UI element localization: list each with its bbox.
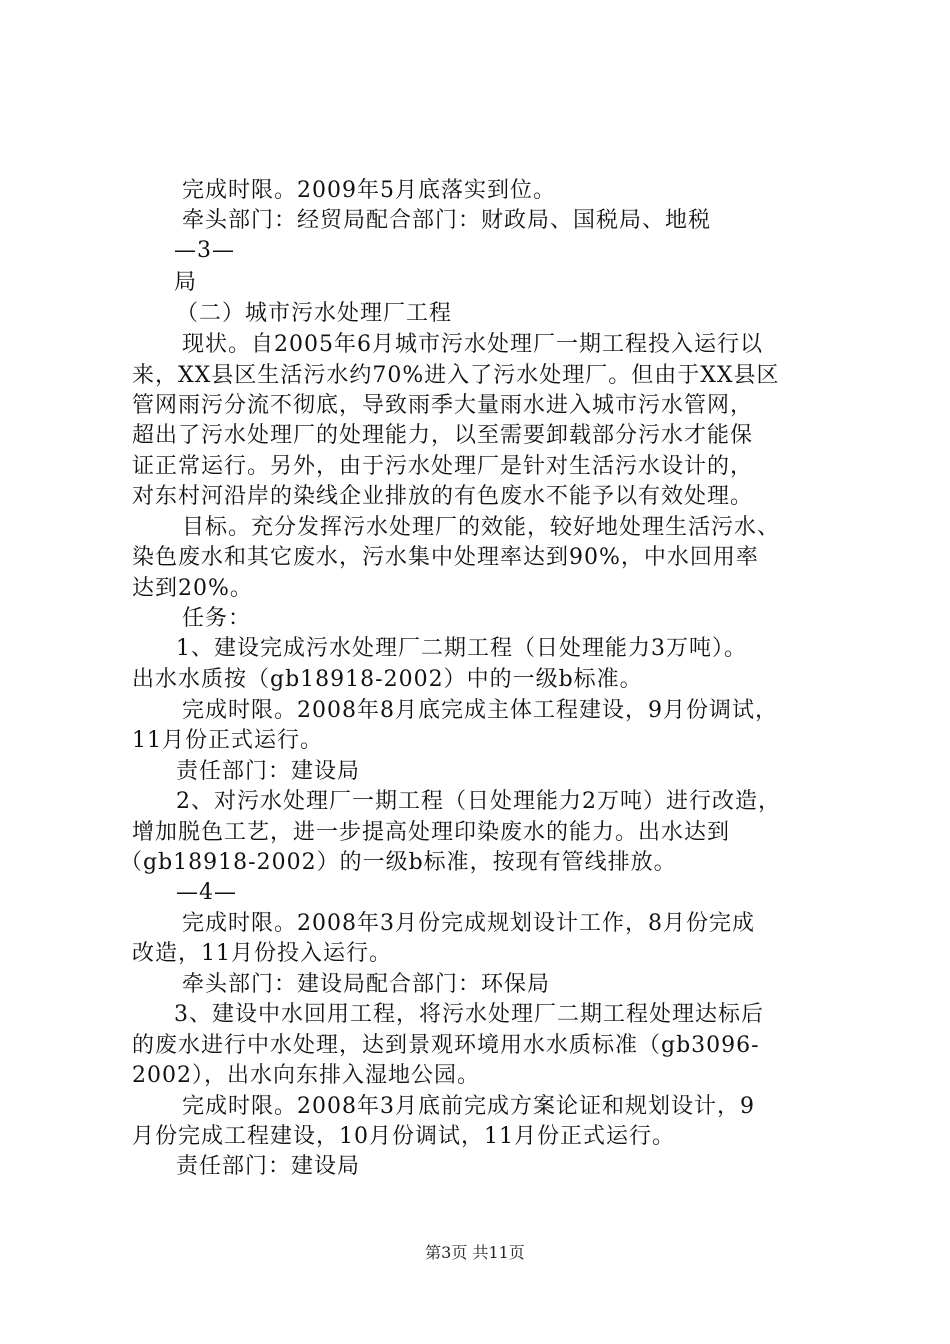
- text-line: 管网雨污分流不彻底，导致雨季大量雨水进入城市污水管网，: [132, 393, 754, 418]
- text-line: 完成时限。2008年3月份完成规划设计工作，8月份完成: [182, 911, 755, 936]
- text-line: 任务：: [182, 606, 252, 631]
- text-line: 责任部门：建设局: [176, 1154, 361, 1179]
- text-line: 达到20%。: [132, 576, 253, 601]
- text-line: 的废水进行中水处理，达到景观环境用水水质标准（gb3096-: [132, 1033, 760, 1058]
- section-heading: （二）城市污水处理厂工程: [176, 301, 453, 326]
- text-line: 牵头部门：经贸局配合部门：财政局、国税局、地税: [182, 208, 712, 233]
- text-line: 改造，11月份投入运行。: [132, 941, 392, 966]
- text-line: 目标。充分发挥污水处理厂的效能，较好地处理生活污水、: [182, 515, 781, 540]
- text-line: 2002），出水向东排入湿地公园。: [132, 1063, 480, 1088]
- text-line: 对东村河沿岸的染线企业排放的有色废水不能予以有效处理。: [132, 484, 754, 509]
- text-line: 完成时限。2008年3月底前完成方案论证和规划设计，9: [182, 1094, 755, 1119]
- text-line: 来，XX县区生活污水约70%进入了污水处理厂。但由于XX县区: [132, 363, 780, 388]
- page-marker: —4—: [176, 880, 237, 905]
- page-marker: —3—: [174, 238, 235, 263]
- text-line: 11月份正式运行。: [132, 728, 323, 753]
- text-line: 3、建设中水回用工程，将污水处理厂二期工程处理达标后: [174, 1002, 764, 1027]
- text-line: 染色废水和其它废水，污水集中处理率达到90%，中水回用率: [132, 545, 759, 570]
- text-line: 责任部门：建设局: [176, 759, 361, 784]
- text-line: 现状。自2005年6月城市污水处理厂一期工程投入运行以: [182, 332, 763, 357]
- text-line: 1、建设完成污水处理厂二期工程（日处理能力3万吨）。: [176, 636, 747, 661]
- text-line: 出水水质按（gb18918-2002）中的一级b标准。: [132, 667, 643, 692]
- text-line: 完成时限。2008年8月底完成主体工程建设，9月份调试，: [182, 698, 778, 723]
- text-line: 牵头部门：建设局配合部门：环保局: [182, 972, 551, 997]
- text-line: 2、对污水处理厂一期工程（日处理能力2万吨）进行改造，: [176, 789, 781, 814]
- text-line: 完成时限。2009年5月底落实到位。: [182, 178, 556, 203]
- text-line: 增加脱色工艺，进一步提高处理印染废水的能力。出水达到: [132, 820, 731, 845]
- text-line: 月份完成工程建设，10月份调试，11月份正式运行。: [132, 1124, 675, 1149]
- text-line: 局: [174, 270, 198, 295]
- text-line: （gb18918-2002）的一级b标准，按现有管线排放。: [120, 850, 677, 875]
- text-line: 证正常运行。另外，由于污水处理厂是针对生活污水设计的，: [132, 454, 754, 479]
- page-footer: 第3页 共11页: [425, 1243, 525, 1262]
- text-line: 超出了污水处理厂的处理能力，以至需要卸载部分污水才能保: [132, 423, 754, 448]
